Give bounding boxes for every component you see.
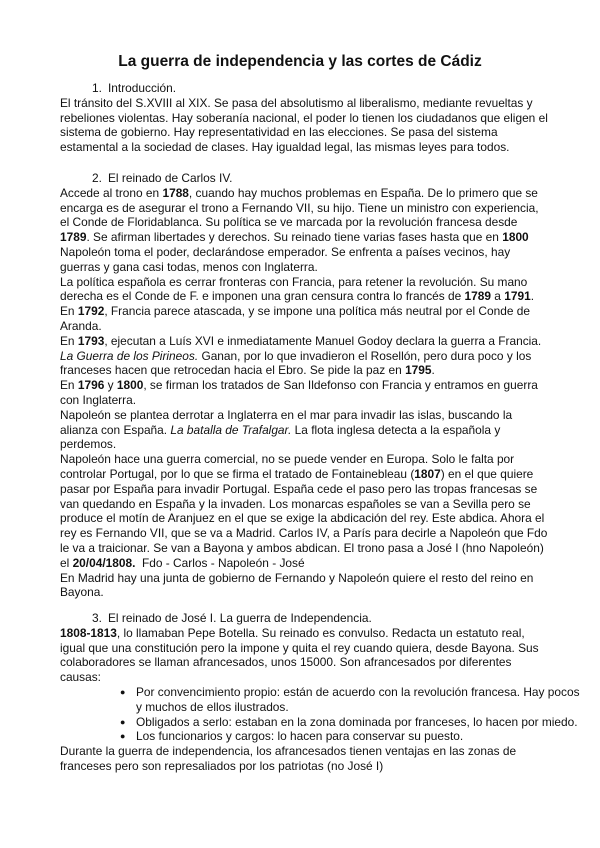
text: igual que una constitución pero la impone y quita el rey cuando quiera, desde Bayona. Sus bbox=[60, 640, 539, 655]
text: Bayona. bbox=[60, 585, 104, 600]
bold-text: 1788 bbox=[162, 185, 189, 200]
section-heading bbox=[60, 171, 550, 186]
text-line bbox=[60, 467, 550, 482]
text: con Inglaterra. bbox=[60, 392, 137, 407]
text: Durante la guerra de independencia, los afrancesados tienen ventajas en las zonas de bbox=[60, 744, 517, 759]
text-line bbox=[60, 230, 550, 245]
text: Fdo - Carlos - Napoleón - José bbox=[135, 555, 305, 570]
text-line bbox=[60, 215, 550, 230]
text-line bbox=[60, 245, 550, 260]
text: En bbox=[60, 333, 78, 348]
text: colaboradores se llaman afrancesados, unos 15000. Son afrancesados por diferentes bbox=[60, 655, 512, 670]
bold-text: 1789 bbox=[60, 230, 87, 245]
section-reinado-jose-i bbox=[60, 611, 580, 774]
text: derecha es el Conde de F. e imponen una gran censura contra lo francés de bbox=[60, 289, 465, 304]
text: franceses hacen que retrocedan hacia el Ebro. Se pide la paz en bbox=[60, 363, 406, 378]
text: a bbox=[491, 289, 505, 304]
text-line bbox=[60, 393, 550, 408]
text-line bbox=[60, 304, 550, 319]
text-line bbox=[60, 334, 550, 349]
text: , lo llamaban Pepe Botella. Su reinado es convulso. Redacta un estatuto real, bbox=[116, 625, 525, 640]
text: el bbox=[60, 555, 73, 570]
text-line bbox=[60, 289, 550, 304]
section-reinado-carlos-iv bbox=[60, 171, 550, 600]
text: El tránsito del S.XVIII al XIX. Se pasa del absolutismo al liberalismo, mediante revueltas y bbox=[60, 95, 533, 110]
text-line bbox=[60, 482, 550, 497]
text-line bbox=[60, 363, 550, 378]
text: . Se afirman libertades y derechos. Su reinado tiene varias fases hasta que en bbox=[86, 230, 503, 245]
text-line bbox=[60, 556, 550, 571]
text-line bbox=[60, 275, 550, 290]
bold-text: 20/04/1808. bbox=[72, 555, 136, 570]
text-line bbox=[60, 96, 550, 111]
text: Obligados a serlo: estaban en la zona dominada por franceses, lo hacen por miedo. bbox=[136, 714, 578, 729]
text: . bbox=[431, 363, 435, 378]
text: le va a traicionar. Se van a Bayona y ambos abdican. El trono pasa a José I (hno Napoleón) bbox=[60, 540, 544, 555]
bullet-icon: ● bbox=[120, 716, 126, 727]
text: En bbox=[60, 304, 78, 319]
bold-text: 1796 bbox=[77, 378, 105, 393]
text: van quedando en España y la invaden. Los monarcas españoles se van a Sevilla pero se bbox=[60, 496, 531, 511]
text-line bbox=[60, 111, 550, 126]
text: causas: bbox=[60, 670, 101, 685]
text-line bbox=[60, 571, 550, 586]
text-line bbox=[60, 497, 550, 512]
section-heading-text: El reinado de Carlos IV. bbox=[108, 171, 233, 185]
text: Por convencimiento propio: están de acuerdo con la revolución francesa. Hay pocos bbox=[136, 684, 580, 699]
bold-text: 1800 bbox=[502, 230, 529, 245]
section-number: 3. bbox=[92, 611, 102, 625]
text: Los funcionarios y cargos: lo hacen para conservar su puesto. bbox=[136, 729, 464, 744]
section-heading-text: El reinado de José I. La guerra de Independencia. bbox=[108, 611, 372, 625]
text: rebeliones violentas. Hay soberanía nacional, el poder lo tienen los ciudadanos que eligen el bbox=[60, 110, 548, 125]
bold-text: 1800 bbox=[116, 378, 144, 393]
text: Aranda. bbox=[60, 318, 102, 333]
text-line bbox=[60, 125, 550, 140]
document-title: La guerra de independencia y las cortes de Cádiz bbox=[118, 53, 482, 70]
list-item-line bbox=[60, 729, 550, 744]
section-heading bbox=[60, 81, 550, 96]
text: y bbox=[104, 378, 117, 393]
bold-text: 1789 bbox=[464, 289, 491, 304]
text: Napoleón se plantea derrotar a Inglaterra en el mar para invadir las islas, buscando la bbox=[60, 407, 513, 422]
text: La política española es cerrar fronteras con Francia, para retener la revolución. Su mano bbox=[60, 274, 528, 289]
text: , Francia parece atascada, y se impone una política más neutral por el Conde de bbox=[104, 304, 530, 319]
text: , ejecutan a Luís XVI e inmediatamente Manuel Godoy declara la guerra a Francia. bbox=[104, 333, 542, 348]
text-line bbox=[60, 585, 550, 600]
text-line bbox=[60, 511, 550, 526]
bold-text: 1795 bbox=[405, 363, 432, 378]
text-line bbox=[60, 319, 550, 334]
text: el Conde de Floridablanca. Su política se ve marcada por la revolución francesa desde bbox=[60, 215, 518, 230]
text-line bbox=[60, 744, 550, 759]
text-line bbox=[60, 655, 550, 670]
text: En bbox=[60, 378, 78, 393]
bold-text: 1792 bbox=[77, 304, 105, 319]
bold-text: 1808-1813 bbox=[60, 625, 117, 640]
text-line bbox=[60, 641, 550, 656]
text-line bbox=[60, 437, 550, 452]
text: . bbox=[530, 289, 534, 304]
text: rey es Fernando VII, que se va a Madrid. Carlos IV, a París para decirle a Napoleón que Fdo bbox=[60, 526, 548, 541]
text: estamental a la sociedad de clases. Hay igualdad legal, las mismas leyes para todos. bbox=[60, 140, 510, 155]
text: ) en el que quiere bbox=[440, 466, 534, 481]
text-line bbox=[60, 541, 550, 556]
text-line bbox=[60, 201, 550, 216]
list-item-line bbox=[60, 700, 550, 715]
text: Ganan, por lo que invadieron el Rosellón, pero dura poco y los bbox=[198, 348, 532, 363]
bold-text: 1793 bbox=[77, 333, 105, 348]
text: , se firman los tratados de San Ildefonso con Francia y entramos en guerra bbox=[143, 378, 538, 393]
bullet-icon: ● bbox=[120, 731, 126, 742]
list-item-line bbox=[60, 684, 580, 700]
text: Napoleón hace una guerra comercial, no se puede vender en Europa. Solo le falta por bbox=[60, 452, 515, 467]
text: alianza con España. bbox=[60, 422, 171, 437]
text: La flota inglesa detecta a la española y bbox=[291, 422, 501, 437]
text-line bbox=[60, 378, 550, 393]
text: Napoleón toma el poder, declarándose emperador. Se enfrenta a países vecinos, hay bbox=[60, 244, 511, 259]
text: En Madrid hay una junta de gobierno de Fernando y Napoleón quiere el resto del reino en bbox=[60, 570, 534, 585]
text-line bbox=[60, 140, 550, 155]
text-line bbox=[60, 423, 550, 438]
text-line bbox=[60, 260, 550, 275]
text-line bbox=[60, 670, 550, 685]
list-item-line bbox=[60, 714, 578, 730]
bold-text: 1791 bbox=[504, 289, 531, 304]
bullet-icon: ● bbox=[120, 686, 126, 697]
text: y muchos de ellos ilustrados. bbox=[136, 699, 289, 714]
section-number: 1. bbox=[92, 81, 102, 95]
text: perdemos. bbox=[60, 437, 117, 452]
text-line bbox=[60, 349, 550, 364]
section-number: 2. bbox=[92, 171, 102, 185]
text: guerras y gana casi todas, menos con Inglaterra. bbox=[60, 259, 318, 274]
italic-text: La Guerra de los Pirineos. bbox=[60, 348, 199, 363]
section-introduccion bbox=[60, 81, 550, 155]
text: , cuando hay muchos problemas en España. De lo primero que se bbox=[188, 185, 538, 200]
text-line bbox=[60, 186, 550, 201]
text-line bbox=[60, 526, 550, 541]
text-line bbox=[60, 626, 550, 641]
text-line bbox=[60, 759, 550, 774]
section-heading-text: Introducción. bbox=[108, 81, 177, 95]
text: franceses pero son represaliados por los patriotas (no José I) bbox=[60, 758, 384, 773]
text-line bbox=[60, 408, 550, 423]
text: Accede al trono en bbox=[60, 185, 163, 200]
text: sistema de gobierno. Hay representatividad en las elecciones. Se pasa del sistema bbox=[60, 125, 498, 140]
text: encarga es de asegurar el trono a Fernando VII, su hijo. Tiene un ministro con experiencia, bbox=[60, 200, 539, 215]
text: pasar por España para invadir Portugal. España cede el paso pero las tropas francesas se bbox=[60, 481, 538, 496]
italic-text: La batalla de Trafalgar. bbox=[170, 422, 292, 437]
bold-text: 1807 bbox=[414, 466, 441, 481]
section-heading bbox=[60, 611, 550, 626]
text-line bbox=[60, 452, 550, 467]
text: controlar Portugal, por lo que se firma el tratado de Fontainebleau ( bbox=[60, 466, 415, 481]
text: produce el motín de Aranjuez en el que se exige la abdicación del rey. Este abdica. Ahora el bbox=[60, 511, 545, 526]
